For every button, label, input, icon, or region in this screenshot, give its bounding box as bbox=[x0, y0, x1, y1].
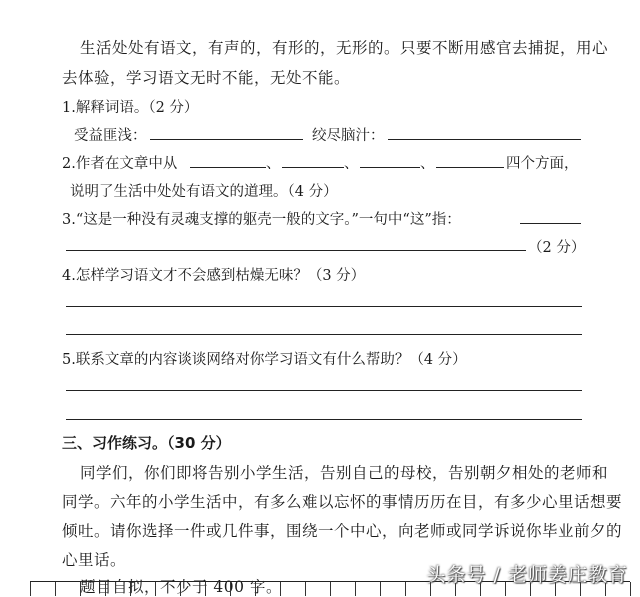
section-3-para-line-2: 同学。六年的小学生活中，有多么难以忘怀的事情历历在目，有多少心里话想要 bbox=[62, 493, 623, 511]
q1-term-2: 绞尽脑汁： bbox=[312, 128, 385, 144]
q1-blank-2[interactable] bbox=[388, 139, 581, 140]
writing-grid-cell bbox=[105, 582, 106, 596]
writing-grid-cell bbox=[405, 582, 406, 596]
q2-sep-3: 、 bbox=[420, 156, 435, 172]
q2-prefix: 2.作者在文章中从 bbox=[62, 156, 178, 172]
writing-grid-cell bbox=[130, 582, 131, 596]
q3-blank-2[interactable] bbox=[66, 250, 526, 251]
writing-grid-cell bbox=[280, 582, 281, 596]
q5-answer-line-2[interactable] bbox=[66, 419, 582, 420]
q2-sep-2: 、 bbox=[344, 156, 359, 172]
writing-grid-cell bbox=[80, 582, 81, 596]
q3-blank-1[interactable] bbox=[520, 223, 581, 224]
q2-blank-3[interactable] bbox=[360, 167, 420, 168]
q5-answer-line-1[interactable] bbox=[66, 390, 582, 391]
intro-line-1: 生活处处有语文，有声的，有形的，无形的。只要不断用感官去捕捉，用心 bbox=[80, 39, 609, 57]
section-3-para-line-4: 心里话。 bbox=[62, 551, 127, 569]
writing-grid-cell bbox=[355, 582, 356, 596]
watermark-text: 头条号 / 老师姜庄教育 bbox=[426, 564, 628, 586]
watermark bbox=[427, 560, 628, 587]
section-3-para-line-5: 题目自拟，不少于 400 字。 bbox=[80, 578, 282, 596]
q2-blank-1[interactable] bbox=[190, 167, 266, 168]
section-3-para-line-1: 同学们，你们即将告别小学生活，告别自己的母校，告别朝夕相处的老师和 bbox=[80, 464, 609, 482]
writing-grid-cell bbox=[230, 582, 231, 596]
q1-title: 1.解释词语。（2 分） bbox=[62, 100, 199, 116]
q2-blank-4[interactable] bbox=[436, 167, 504, 168]
q2-suffix: 四个方面， bbox=[506, 156, 579, 172]
writing-grid-cell bbox=[330, 582, 331, 596]
q1-blank-1[interactable] bbox=[150, 139, 303, 140]
q4-answer-line-1[interactable] bbox=[66, 306, 582, 307]
section-3-para-line-3: 倾吐。请你选择一件或几件事，围绕一个中心，向老师或同学诉说你毕业前夕的 bbox=[62, 522, 623, 540]
writing-grid-cell bbox=[380, 582, 381, 596]
section-3-title: 三、习作练习。（30 分） bbox=[62, 434, 231, 452]
writing-grid-cell bbox=[30, 582, 31, 596]
writing-grid-cell bbox=[180, 582, 181, 596]
q3-score: （2 分） bbox=[528, 240, 586, 256]
q2-sep-1: 、 bbox=[266, 156, 281, 172]
writing-grid-cell bbox=[205, 582, 206, 596]
q5-text: 5.联系文章的内容谈谈网络对你学习语文有什么帮助？（4 分） bbox=[62, 352, 467, 368]
q2-blank-2[interactable] bbox=[282, 167, 344, 168]
writing-grid-cell bbox=[55, 582, 56, 596]
q2-line-2: 说明了生活中处处有语文的道理。（4 分） bbox=[70, 184, 338, 200]
q3-text: 3.“这是一种没有灵魂支撑的躯壳一般的文字。”一句中“这”指： bbox=[62, 212, 461, 228]
q4-answer-line-2[interactable] bbox=[66, 334, 582, 335]
q4-text: 4.怎样学习语文才不会感到枯燥无味？（3 分） bbox=[62, 268, 366, 284]
writing-grid-cell bbox=[155, 582, 156, 596]
writing-grid-cell bbox=[630, 582, 631, 596]
writing-grid-cell bbox=[305, 582, 306, 596]
writing-grid-cell bbox=[255, 582, 256, 596]
intro-line-2: 去体验，学习语文无时不能，无处不能。 bbox=[62, 69, 351, 87]
q1-term-1: 受益匪浅： bbox=[74, 128, 147, 144]
